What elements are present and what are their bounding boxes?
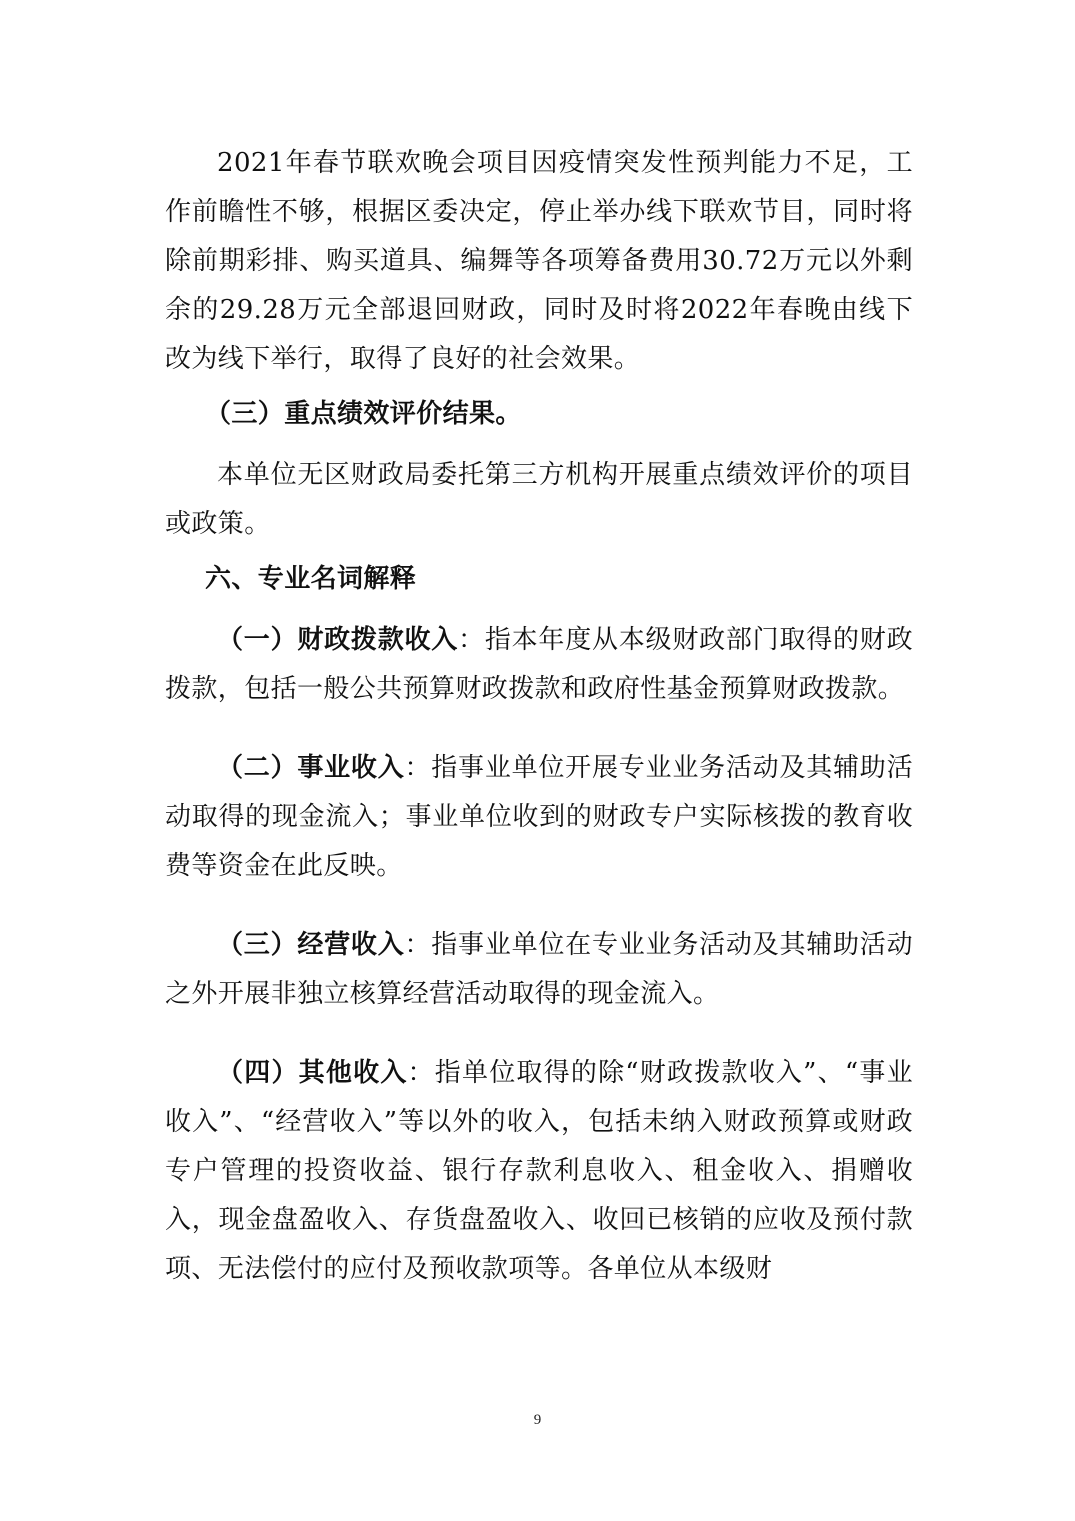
definition-business-income	[165, 744, 913, 891]
definition-term: （二）事业收入	[217, 753, 405, 783]
spacer	[165, 604, 913, 616]
page-body	[165, 139, 913, 1294]
definition-text: ：指单位取得的除“财政拨款收入”、“事业收入”、“经营收入”等以外的收入，包括未纳入财政预算或财政专户管理的投资收益、银行存款利息收入、租金收入、捐赠收入，现金盘盈收入、存货盘盈收入、收回已核销的应收及预付款项、无法偿付的应付及预收款项等。各单位从本级财	[165, 1058, 913, 1284]
definition-term: （一）财政拨款收入	[217, 625, 459, 655]
heading-glossary: 六、专业名词解释	[205, 564, 417, 594]
definition-fiscal-allocation	[165, 616, 913, 714]
heading-key-evaluation: （三）重点绩效评价结果。	[205, 399, 522, 429]
definition-operating-income	[165, 921, 913, 1019]
paragraph-no-third-party: 本单位无区财政局委托第三方机构开展重点绩效评价的项目或政策。	[165, 460, 913, 539]
definition-text: ：指事业单位在专业业务活动及其辅助活动之外开展非独立核算经营活动取得的现金流入。	[165, 930, 913, 1009]
spacer	[165, 891, 913, 921]
definition-term: （四）其他收入	[217, 1058, 408, 1088]
page-number: 9	[533, 1412, 542, 1428]
spacer	[165, 714, 913, 744]
paragraph-spring-gala: 2021年春节联欢晚会项目因疫情突发性预判能力不足，工作前瞻性不够，根据区委决定，停止举办线下联欢节目，同时将除前期彩排、购买道具、编舞等各项筹备费用30.72万元以外剩余的29.28万元全部退回财政，同时及时将2022年春晚由线下改为线下举行，取得了良好的社会效果。	[165, 148, 913, 374]
definition-text: ：指本年度从本级财政部门取得的财政拨款，包括一般公共预算财政拨款和政府性基金预算财政拨款。	[165, 625, 913, 704]
definition-text: ：指事业单位开展专业业务活动及其辅助活动取得的现金流入；事业单位收到的财政专户实际核拨的教育收费等资金在此反映。	[165, 753, 913, 881]
spacer	[165, 1019, 913, 1049]
definition-other-income	[165, 1049, 913, 1294]
spacer	[165, 439, 913, 451]
definition-term: （三）经营收入	[217, 930, 405, 960]
